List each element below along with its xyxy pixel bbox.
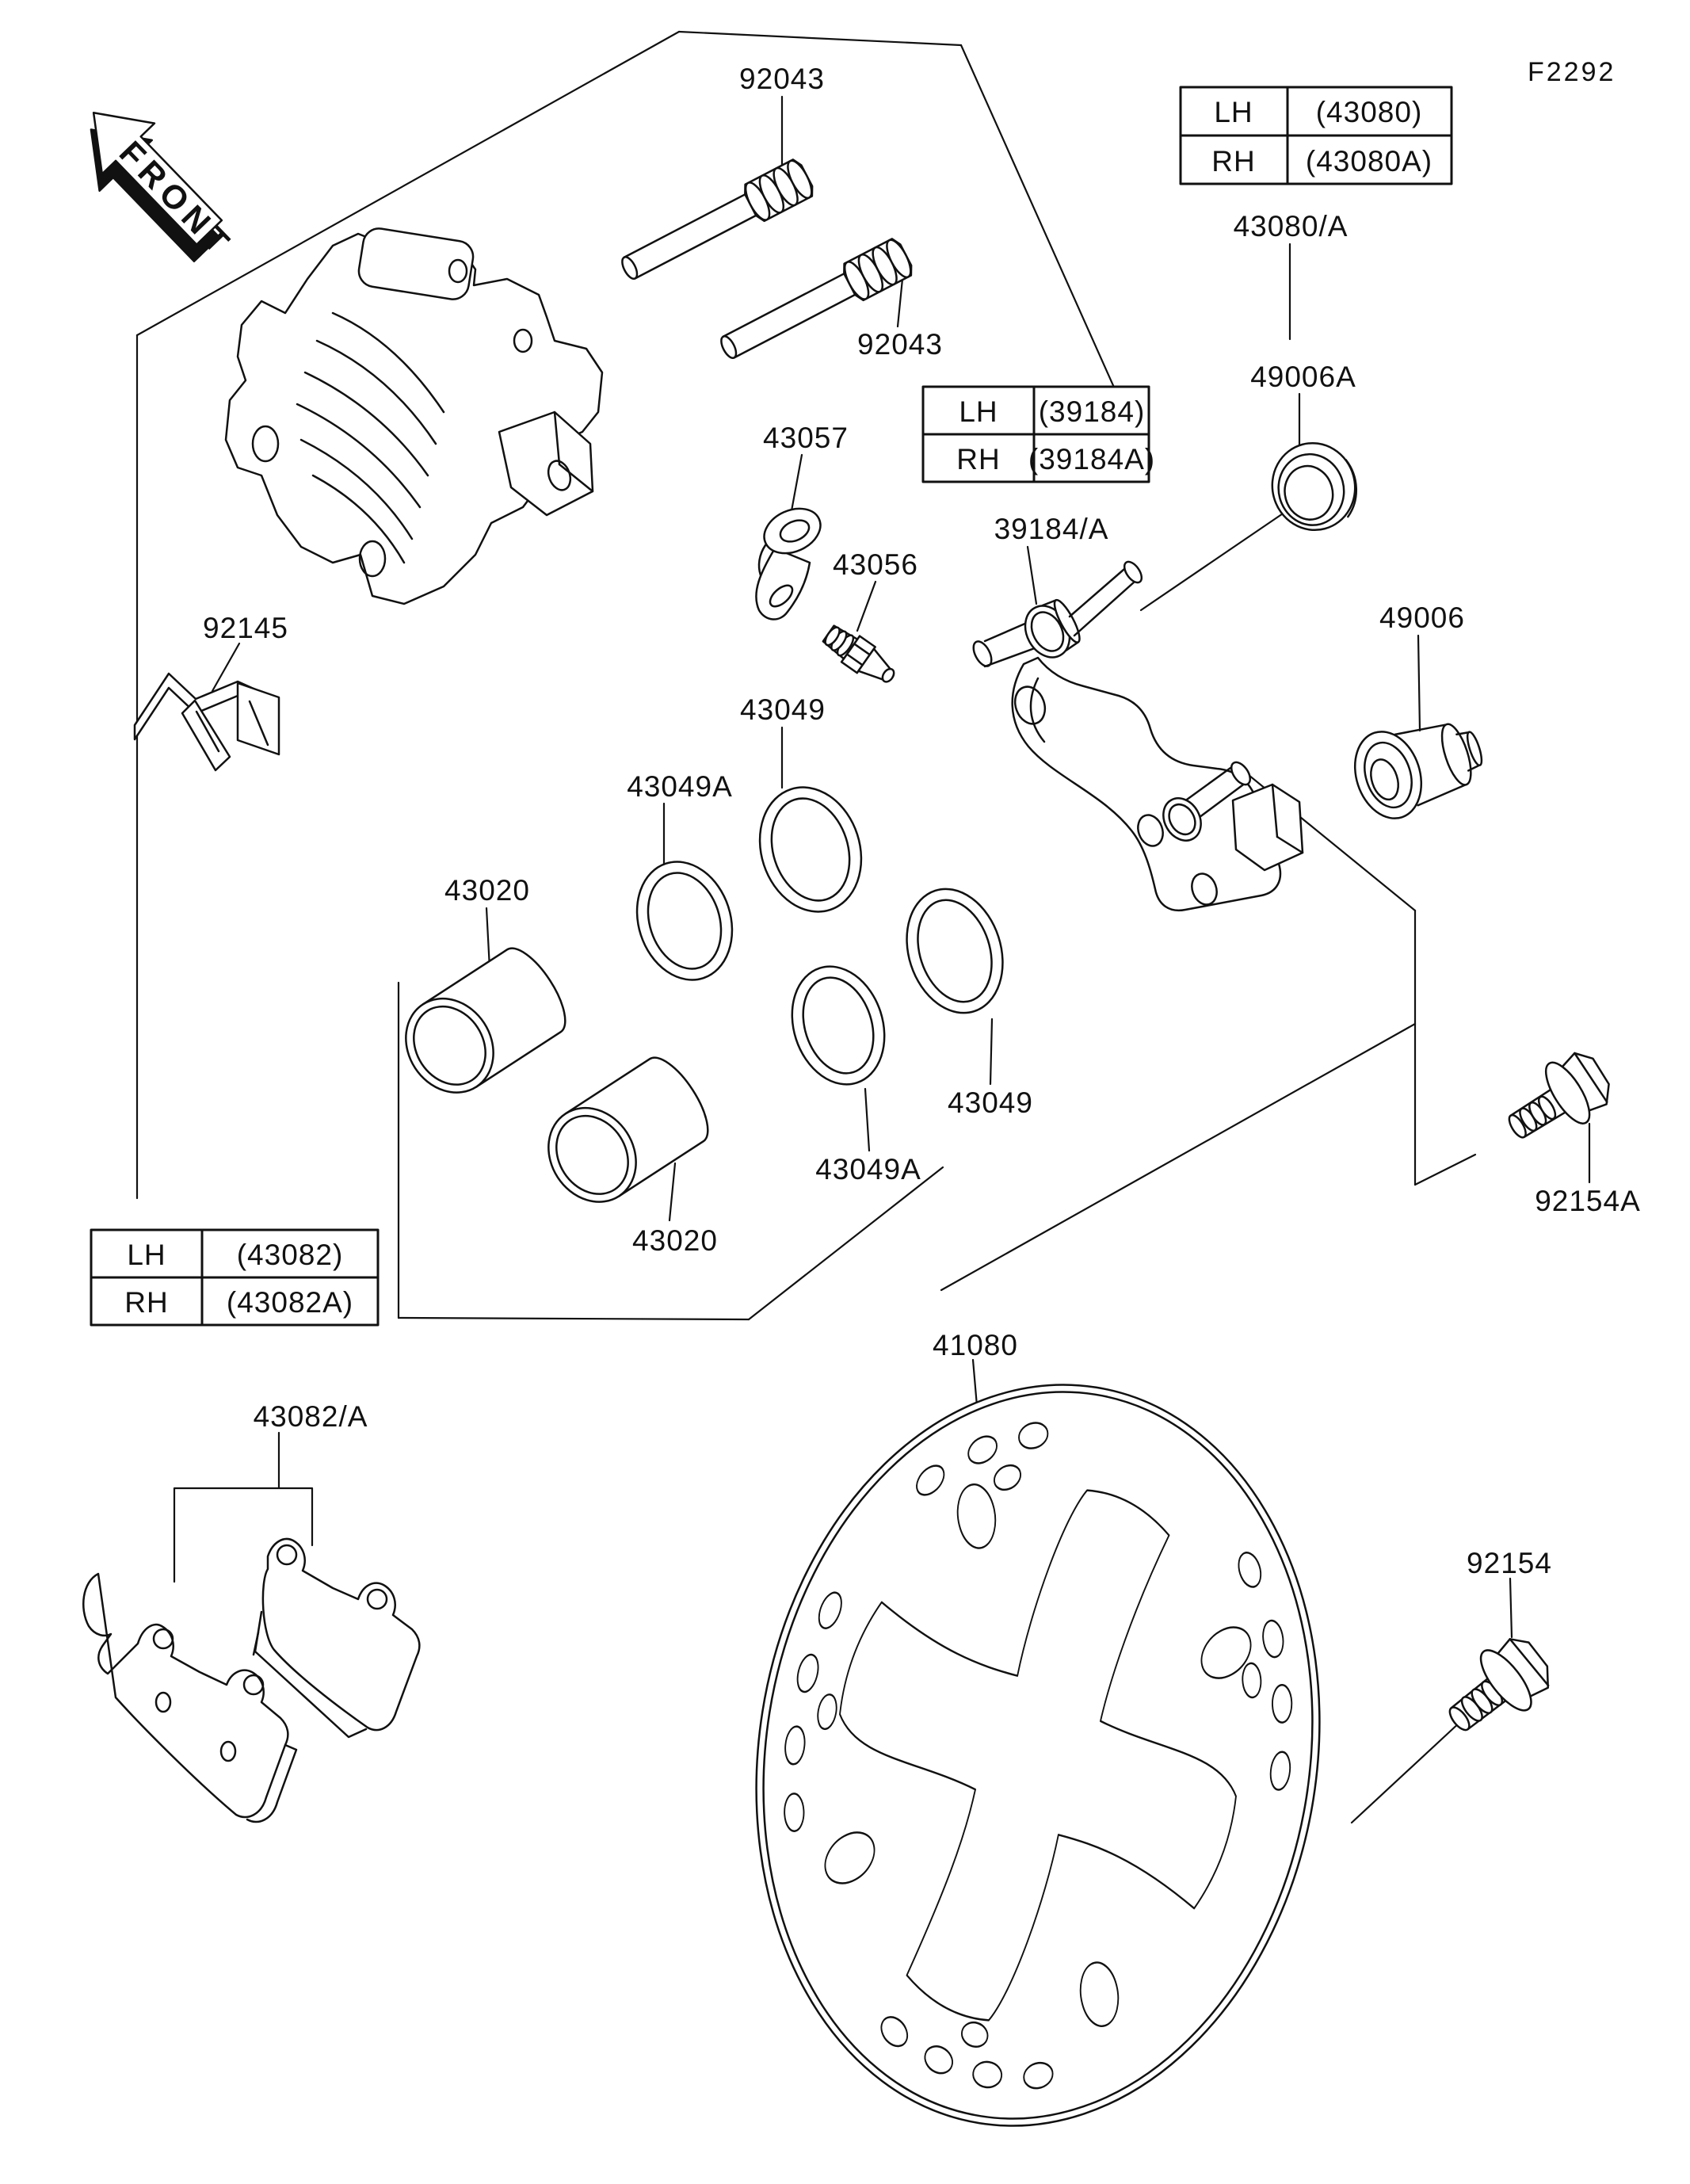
label-boot: 49006	[1379, 601, 1465, 634]
label-piston-bottom: 43020	[632, 1224, 718, 1257]
brake-caliper-body	[226, 227, 602, 604]
label-pin-bolt-top: 92043	[739, 63, 825, 95]
piston-left	[388, 939, 577, 1109]
label-pad-spring: 92145	[203, 612, 288, 644]
table-caliper-rh-side: RH	[1211, 145, 1256, 178]
table-holder-rh-side: RH	[956, 443, 1001, 475]
table-pads-rh-side: RH	[124, 1286, 169, 1319]
table-pads-lh-part: (43082)	[236, 1239, 344, 1271]
label-disc: 41080	[933, 1329, 1018, 1361]
front-direction-arrow	[58, 87, 254, 286]
brake-disc	[704, 1344, 1371, 2167]
label-seal-right: 43049	[948, 1086, 1033, 1119]
table-caliper-assy	[1181, 87, 1452, 184]
table-caliper-rh-part: (43080A)	[1305, 145, 1433, 178]
leader-dust-seal-bottom	[865, 1089, 869, 1151]
table-pads-lh-side: LH	[127, 1239, 166, 1271]
leader-piston-bottom	[670, 1163, 675, 1220]
leader-disc-bolt-diag	[1352, 1721, 1461, 1823]
table-holder-lh-part: (39184)	[1038, 395, 1146, 428]
dust-seal-bottom	[777, 954, 898, 1096]
label-piston-left: 43020	[444, 874, 530, 907]
figure-code: F2292	[1528, 57, 1616, 87]
label-boot-a: 49006A	[1250, 361, 1356, 393]
holder-mount-bolt	[1494, 1042, 1619, 1157]
pad-lever	[756, 500, 827, 619]
table-caliper-lh-side: LH	[1214, 96, 1253, 128]
leader-lever	[791, 455, 802, 515]
table-holder-lh-side: LH	[959, 395, 998, 428]
label-caliper-assy: 43080/A	[1233, 210, 1349, 242]
table-caliper-lh-part: (43080)	[1315, 96, 1423, 128]
label-seal-top: 43049	[740, 693, 826, 726]
leader-boot	[1418, 636, 1420, 731]
caliper-holder	[970, 559, 1303, 911]
label-pin-bolt-bottom: 92043	[857, 328, 943, 361]
front-arrow-label: FRONT	[112, 133, 241, 265]
label-dust-seal-left: 43049A	[627, 770, 733, 803]
label-lever: 43057	[763, 422, 849, 454]
piston-bottom	[531, 1048, 719, 1219]
label-pad-set: 43082/A	[253, 1400, 368, 1433]
leader-seal-right	[990, 1019, 992, 1084]
table-holder	[923, 387, 1155, 482]
label-disc-bolt: 92154	[1467, 1547, 1552, 1579]
slide-pin-bolt-top	[615, 158, 816, 289]
table-pads	[91, 1230, 378, 1325]
table-pads-rh-part: (43082A)	[226, 1286, 354, 1319]
piston-seal-right	[891, 876, 1018, 1025]
piston-seal-top	[744, 774, 876, 925]
pad-spring	[135, 674, 279, 770]
label-holder: 39184/A	[994, 513, 1109, 545]
leader-holder	[1028, 547, 1036, 604]
leader-piston-left	[486, 908, 490, 968]
pin-boot	[1345, 704, 1493, 827]
leader-disc-bolt	[1510, 1579, 1512, 1637]
label-dust-seal-bottom: 43049A	[815, 1153, 921, 1186]
brake-pad-right	[254, 1539, 419, 1737]
leader-boot-a-to-pin	[1141, 509, 1290, 610]
label-bleed-valve: 43056	[833, 548, 918, 581]
dust-seal-left	[622, 850, 746, 992]
label-holder-bolt: 92154A	[1535, 1185, 1641, 1217]
bleed-valve	[819, 620, 901, 691]
leader-bleed-valve	[857, 582, 876, 631]
pin-boot-a	[1263, 433, 1366, 539]
leader-disc	[973, 1360, 977, 1406]
table-holder-rh-part: (39184A)	[1028, 443, 1156, 475]
